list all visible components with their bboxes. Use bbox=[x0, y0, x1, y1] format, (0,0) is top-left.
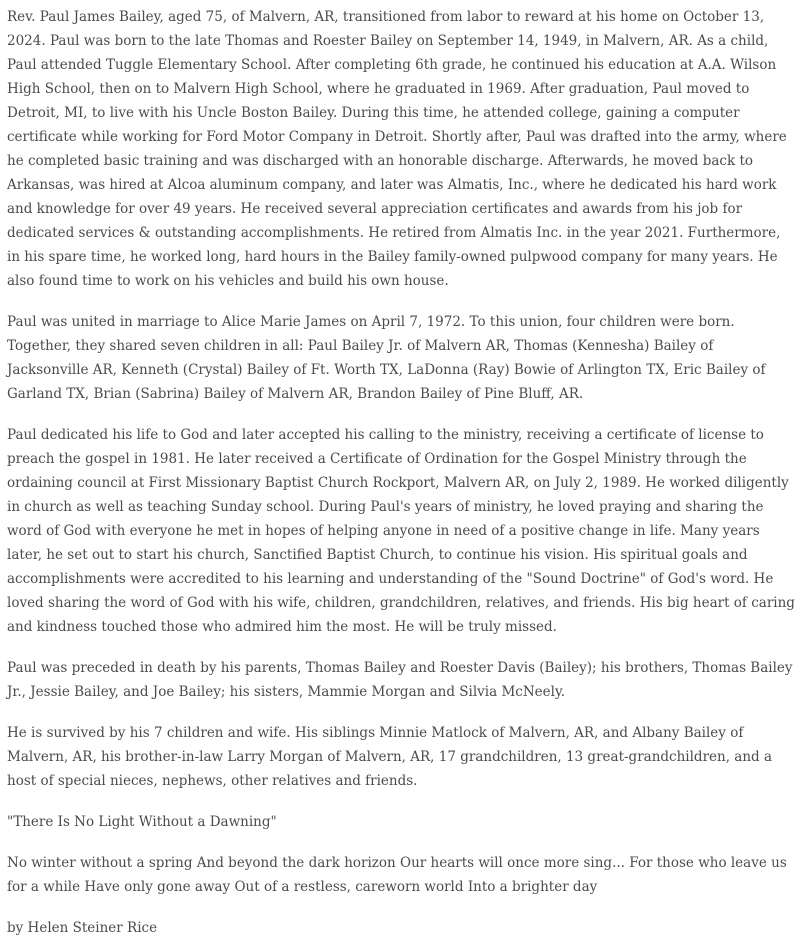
paragraph-survived-by: He is survived by his 7 children and wife. His siblings Minnie Matlock of Malvern, AR, and Albany Bailey of Malvern, AR, his brother-in-law Larry Morgan of Malvern, AR, 17 grandchildren, 13 great-grandchildren, and a host of special nieces, nephews, other relatives and friends. bbox=[7, 725, 773, 789]
poem-title: "There Is No Light Without a Dawning" bbox=[7, 814, 277, 830]
paragraph-marriage: Paul was united in marriage to Alice Marie James on April 7, 1972. To this union, four children were born. Together, they shared seven children in all: Paul Bailey Jr. of Malvern AR, Thomas (Kennesha) Bailey of Jacksonville AR, Kenneth (Crystal) Bailey of Ft. Worth TX, LaDonna (Ray) Bowie of Arlington TX, Eric Bailey of Garland TX, Brian (Sabrina) Bailey of Malvern AR, Brandon Bailey of Pine Bluff, AR. bbox=[7, 314, 766, 402]
paragraph-ministry: Paul dedicated his life to God and later accepted his calling to the ministry, receiving a certificate of license to preach the gospel in 1981. He later received a Certificate of Ordination for the Gospel Ministry through the ordaining council at First Missionary Baptist Church Rockport, Malvern AR, on July 2, 1989. He worked diligently in church as well as teaching Sunday school. During Paul's years of ministry, he loved praying and sharing the word of God with everyone he met in hopes of helping anyone in need of a positive change in life. Many years later, he set out to start his church, Sanctified Baptist Church, to continue his vision. His spiritual goals and accomplishments were accredited to his learning and understanding of the "Sound Doctrine" of God's word. He loved sharing the word of God with his wife, children, grandchildren, relatives, and friends. His big heart of caring and kindness touched those who admired him the most. He will be truly missed. bbox=[7, 427, 795, 635]
paragraph-biography: Rev. Paul James Bailey, aged 75, of Malvern, AR, transitioned from labor to reward at his home on October 13, 2024. Paul was born to the late Thomas and Roester Bailey on September 14, 1949, in Malvern, AR. As a child, Paul attended Tuggle Elementary School. After completing 6th grade, he continued his education at A.A. Wilson High School, then on to Malvern High School, where he graduated in 1969. After graduation, Paul moved to Detroit, MI, to live with his Uncle Boston Bailey. During this time, he attended college, gaining a computer certificate while working for Ford Motor Company in Detroit. Shortly after, Paul was drafted into the army, where he completed basic training and was discharged with an honorable discharge. Afterwards, he moved back to Arkansas, was hired at Alcoa aluminum company, and later was Almatis, Inc., where he dedicated his hard work and knowledge for over 49 years. He received several appreciation certificates and awards from his job for dedicated services & outstanding accomplishments. He retired from Almatis Inc. in the year 2021. Furthermore, in his spare time, he worked long, hard hours in the Bailey family-owned pulpwood company for many years. He also found time to work on his vehicles and build his own house. bbox=[7, 9, 787, 289]
poem-author: by Helen Steiner Rice bbox=[7, 920, 158, 936]
paragraph-preceded-in-death: Paul was preceded in death by his parents, Thomas Bailey and Roester Davis (Bailey); his brothers, Thomas Bailey Jr., Jessie Bailey, and Joe Bailey; his sisters, Mammie Morgan and Silvia McNeely. bbox=[7, 660, 793, 700]
poem-text: No winter without a spring And beyond the dark horizon Our hearts will once more sing... For those who leave us for a while Have only gone away Out of a restless, careworn world Into a brighter day bbox=[7, 855, 787, 895]
obituary-text bbox=[0, 5, 804, 940]
